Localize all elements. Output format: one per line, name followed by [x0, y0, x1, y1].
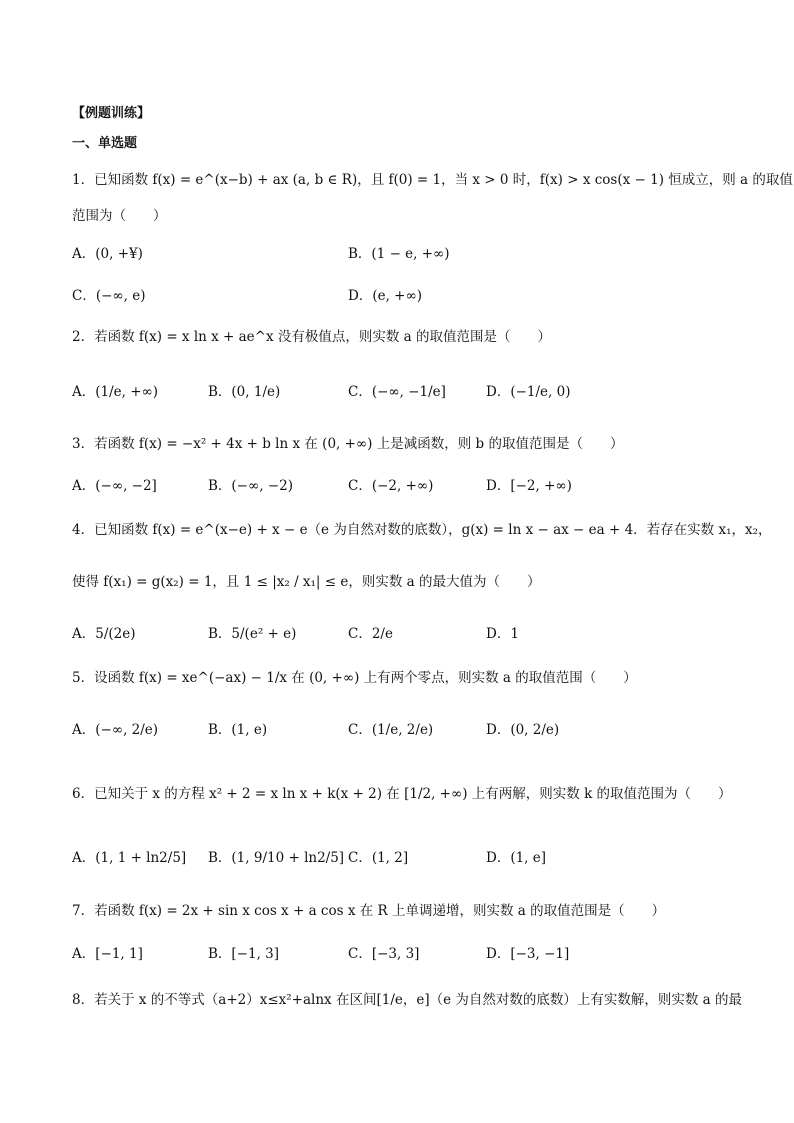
section-label: 【例题训练】	[72, 106, 151, 121]
question-2-options	[72, 372, 754, 412]
option-c: C．(−2, +∞)	[348, 478, 434, 494]
question-6-options	[72, 838, 754, 878]
section-title: 一、单选题	[72, 136, 138, 151]
option-d: D．(−1/e, 0)	[486, 384, 571, 400]
option-c: C．(−∞, −1/e]	[348, 384, 446, 400]
option-d: D．[−3, −1]	[486, 946, 570, 962]
option-c: C．[−3, 3]	[348, 946, 420, 962]
option-d: D．[−2, +∞)	[486, 478, 572, 494]
question-1-line-2: 范围为（ ）	[72, 208, 167, 224]
option-d: D．(e, +∞)	[348, 288, 422, 304]
question-3-line-1: 3．若函数 f(x) = −x² + 4x + b ln x 在 (0, +∞) 上是减函数，则 b 的取值范围是（ ）	[72, 436, 624, 452]
option-a: A．(0, +¥)	[72, 246, 143, 262]
option-c: C．(1, 2]	[348, 850, 409, 866]
question-4-options	[72, 614, 754, 654]
option-a: A．(1/e, +∞)	[72, 384, 159, 400]
option-b: B．[−1, 3]	[208, 946, 280, 962]
option-a: A．5/(2e)	[72, 626, 136, 642]
option-a: A．(1, 1 + ln2/5]	[72, 850, 187, 866]
question-1-options-2	[72, 276, 754, 316]
option-a: A．(−∞, 2/e)	[72, 722, 159, 738]
option-c: C．(1/e, 2/e)	[348, 722, 434, 738]
option-d: D．(0, 2/e)	[486, 722, 560, 738]
option-c: C．2/e	[348, 626, 393, 642]
question-7-options	[72, 934, 754, 974]
option-c: C．(−∞, e)	[72, 288, 146, 304]
question-6-line-1: 6．已知关于 x 的方程 x² + 2 = x ln x + k(x + 2) 在 [1/2, +∞) 上有两解，则实数 k 的取值范围为（ ）	[72, 786, 732, 802]
question-3-options	[72, 466, 754, 506]
question-7-line-1: 7．若函数 f(x) = 2x + sin x cos x + a cos x 在 R 上单调递增，则实数 a 的取值范围是（ ）	[72, 903, 666, 919]
question-2-line-1: 2．若函数 f(x) = x ln x + ae^x 没有极值点，则实数 a 的取值范围是（ ）	[72, 329, 552, 345]
question-8-line-1: 8．若关于 x 的不等式（a+2）x≤x²+alnx 在区间[1/e，e]（e 为自然对数的底数）上有实数解，则实数 a 的最	[72, 992, 743, 1008]
question-1-options	[72, 234, 754, 274]
question-1-line-1: 1．已知函数 f(x) = e^(x−b) + ax (a, b ∈ R)，且 f(0) = 1，当 x > 0 时，f(x) > x cos(x − 1) 恒成立，则 a 的取值	[72, 172, 793, 188]
option-b: B．(−∞, −2)	[208, 478, 293, 494]
option-a: A．[−1, 1]	[72, 946, 143, 962]
question-5-line-1: 5．设函数 f(x) = xe^(−ax) − 1/x 在 (0, +∞) 上有两个零点，则实数 a 的取值范围（ ）	[72, 670, 637, 686]
option-b: B．5/(e² + e)	[208, 626, 297, 642]
option-d: D．1	[486, 626, 519, 642]
option-d: D．(1, e]	[486, 850, 547, 866]
option-b: B．(1, 9/10 + ln2/5]	[208, 850, 345, 866]
option-b: B．(0, 1/e)	[208, 384, 281, 400]
option-a: A．(−∞, −2]	[72, 478, 157, 494]
question-5-options	[72, 710, 754, 750]
question-4-line-2: 使得 f(x₁) = g(x₂) = 1，且 1 ≤ |x₂ / x₁| ≤ e，则实数 a 的最大值为（ ）	[72, 574, 541, 590]
option-b: B．(1 − e, +∞)	[348, 246, 450, 262]
question-4-line-1: 4．已知函数 f(x) = e^(x−e) + x − e（e 为自然对数的底数），g(x) = ln x − ax − ea + 4．若存在实数 x₁，x₂，	[72, 522, 772, 538]
option-b: B．(1, e)	[208, 722, 268, 738]
